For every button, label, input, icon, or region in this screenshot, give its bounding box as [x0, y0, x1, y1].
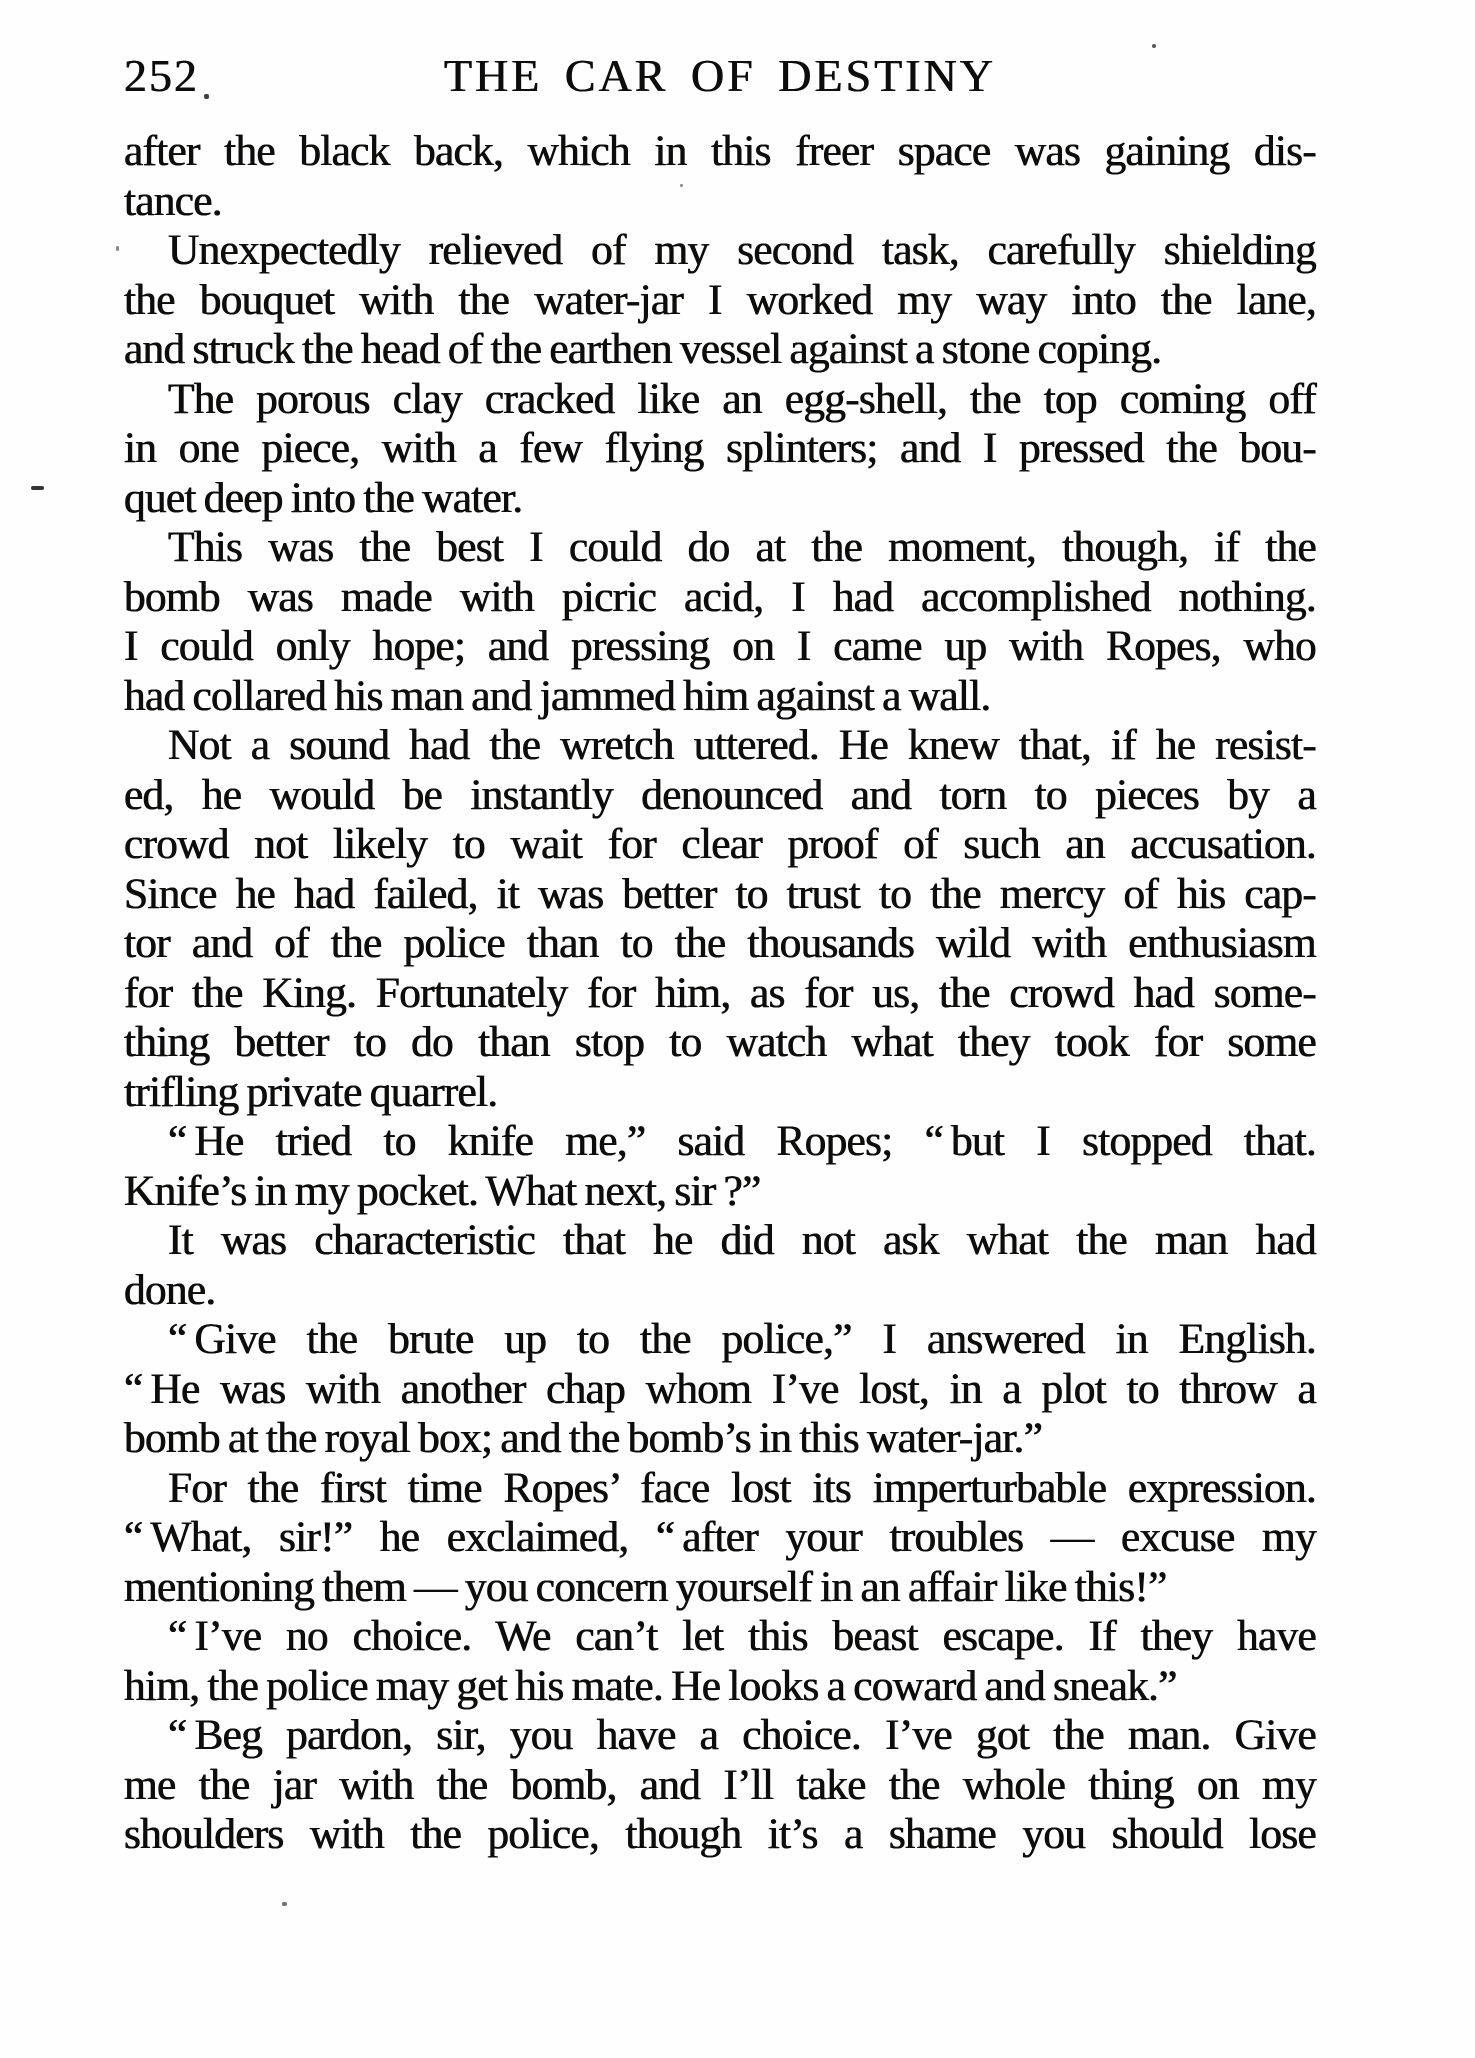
paragraph: [124, 1315, 1316, 1464]
paragraph: [124, 523, 1316, 721]
text-line: “ He tried to knife me,” said Ropes; “ but I stopped that.: [168, 1117, 1316, 1165]
paragraph: [124, 1117, 1316, 1216]
paragraph: [124, 375, 1316, 524]
running-title: THE CAR OF DESTINY: [443, 50, 997, 101]
text-block: [124, 127, 1316, 1860]
text-line: and struck the head of the earthen vessel against a stone coping.: [124, 325, 1162, 373]
text-line: I could only hope; and pressing on I came up with Ropes, who: [124, 622, 1316, 670]
paragraph: [124, 1464, 1316, 1613]
text-line: Knife’s in my pocket. What next, sir ?”: [124, 1166, 761, 1215]
text-line: This was the best I could do at the moment, though, if the: [168, 523, 1316, 571]
paragraph: [124, 226, 1316, 375]
paragraph: [124, 1711, 1316, 1860]
text-line: for the King. Fortunately for him, as for us, the crowd had some-: [124, 968, 1316, 1017]
scan-speck: [31, 486, 44, 490]
text-line: bomb was made with picric acid, I had accomplished nothing.: [124, 572, 1316, 621]
text-line: thing better to do than stop to watch what they took for some: [124, 1018, 1316, 1066]
text-line: in one piece, with a few flying splinters; and I pressed the bou-: [124, 424, 1316, 472]
scan-speck: [116, 246, 119, 251]
text-line: tor and of the police than to the thousands wild with enthusiasm: [124, 919, 1316, 967]
text-line: “ Beg pardon, sir, you have a choice. I’ve got the man. Give: [168, 1711, 1316, 1759]
scan-speck: [1152, 44, 1156, 48]
text-line: him, the police may get his mate. He looks a coward and sneak.”: [124, 1661, 1177, 1710]
paragraph: [124, 127, 1316, 226]
scan-speck: [204, 94, 209, 99]
text-line: “ What, sir!” he exclaimed, “ after your troubles — excuse my: [124, 1513, 1316, 1561]
text-line: Unexpectedly relieved of my second task, carefully shielding: [168, 226, 1316, 274]
scan-speck: [680, 184, 683, 187]
paragraph: [124, 721, 1316, 1117]
text-line: bomb at the royal box; and the bomb’s in this water-jar.”: [124, 1414, 1043, 1462]
text-line: tance.: [124, 176, 222, 225]
text-line: shoulders with the police, though it’s a shame you should lose: [124, 1810, 1316, 1858]
text-line: trifling private quarrel.: [124, 1067, 498, 1116]
text-line: the bouquet with the water-jar I worked my way into the lane,: [124, 275, 1316, 324]
text-line: The porous clay cracked like an egg-shell, the top coming off: [168, 374, 1316, 423]
text-line: Since he had failed, it was better to trust to the mercy of his cap-: [124, 869, 1316, 918]
text-line: mentioning them — you concern yourself in an affair like this!”: [124, 1562, 1167, 1611]
text-line: done.: [124, 1265, 216, 1314]
text-line: “ I’ve no choice. We can’t let this beast escape. If they have: [168, 1612, 1316, 1660]
text-line: ed, he would be instantly denounced and torn to pieces by a: [124, 770, 1316, 819]
scan-speck: [282, 1902, 287, 1906]
paragraph: [124, 1612, 1316, 1711]
text-line: after the black back, which in this freer space was gaining dis-: [124, 127, 1316, 175]
page-header: [124, 52, 1316, 102]
text-line: quet deep into the water.: [124, 473, 523, 522]
text-line: had collared his man and jammed him against a wall.: [124, 671, 991, 720]
text-line: For the first time Ropes’ face lost its imperturbable expression.: [168, 1463, 1316, 1512]
text-line: me the jar with the bomb, and I’ll take the whole thing on my: [124, 1760, 1316, 1809]
text-line: crowd not likely to wait for clear proof of such an accusation.: [124, 820, 1316, 868]
text-line: “ Give the brute up to the police,” I answered in English.: [168, 1315, 1316, 1363]
text-line: “ He was with another chap whom I’ve lost, in a plot to throw a: [124, 1364, 1316, 1413]
text-line: Not a sound had the wretch uttered. He knew that, if he resist-: [168, 721, 1316, 769]
page-number: 252: [124, 50, 199, 101]
text-line: It was characteristic that he did not ask what the man had: [168, 1216, 1316, 1264]
paragraph: [124, 1216, 1316, 1315]
